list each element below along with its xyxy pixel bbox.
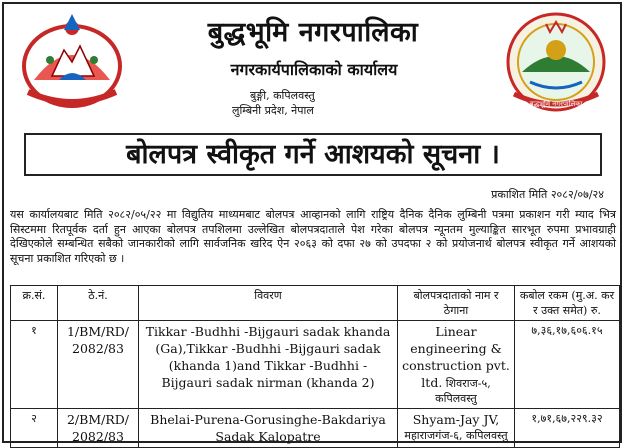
office-name: नगरकार्यपालिकाको कार्यालय <box>230 60 398 79</box>
row-bidder <box>398 321 515 409</box>
address-line-1: बुङ्गी, कपिलवस्तु <box>250 89 315 102</box>
row-bidder <box>398 409 515 448</box>
row-contract-no: 1/BM/RD/ 2082/83 <box>58 321 139 409</box>
row-description: Tikkar -Budhhi -Bijgauri sadak khanda (Ga),Tikkar -Budhhi -Bijgauri sadak (khanda 1)and Tikkar -Budhhi - Bijgauri sadak nirman (khanda 2) <box>139 321 398 409</box>
header-bidder: बोलपत्रदाताको नाम र ठेगाना <box>398 286 515 321</box>
notice-title: बोलपत्र स्वीकृत गर्ने आशयको सूचना । <box>24 133 602 176</box>
header-description: विवरण <box>139 286 398 321</box>
table-row <box>11 321 620 409</box>
bidder-name: Linear engineering & construction pvt. ltd. <box>402 324 510 390</box>
notice-body: यस कार्यालयबाट मिति २०८२/०५/२२ मा विद्युतिय माध्यमबाट बोलपत्र आव्हानको लागि राष्ट्रिय दैनिक दैनिक लुम्बिनी पत्रमा प्रकाशन गरी म्याद भित्र सिस्टममा रितपूर्वक दर्ता हुन आएका बोलपत्र तपशिलमा उल्लेखित बोलपत्रदाताले पेश गरेका बोलपत्र न्यूनतम मुल्याङ्कित सारभूत रुपमा प्रभावग्राही देखिएकोले सम्बन्धित सबैको जानकारीको लागि सार्वजनिक खरिद ऐन २०६३ को दफा २७ को उपदफा २ को प्रयोजनार्थ बोलपत्र स्वीकृत गर्ने आशयको सूचना प्रकाशित गरिएको छ । <box>10 208 616 265</box>
bidder-address: महाराजगंज-६, कपिलवस्तु <box>404 429 508 442</box>
header-contract-no: ठे.नं. <box>58 286 139 321</box>
bidder-name: Shyam-Jay JV, <box>412 412 500 427</box>
table-header-row <box>11 286 620 321</box>
table-row <box>11 409 620 448</box>
row-contract-no: 2/BM/RD/ 2082/83 <box>58 409 139 448</box>
row-serial: २ <box>11 409 58 448</box>
bid-table <box>10 285 620 448</box>
header-amount: कबोल रकम (मु.अ. कर र उक्त समेत) रु. <box>515 286 620 321</box>
bidder-address: शिवराज-५, कपिलवस्तु <box>435 377 491 405</box>
row-amount: १,७१,६७,२२९.३२ <box>515 409 620 448</box>
address-line-2: लुम्बिनी प्रदेश, नेपाल <box>232 104 314 117</box>
row-amount: ७,३६,१७,६०६.१५ <box>515 321 620 409</box>
nepal-emblem-logo <box>14 10 130 114</box>
published-date: प्रकाशित मिति २०८२/०७/२४ <box>491 188 604 201</box>
municipality-name: बुद्धभूमि नगरपालिका <box>207 17 419 48</box>
municipality-seal-logo <box>500 10 612 114</box>
header-serial: क्र.सं. <box>11 286 58 321</box>
row-description: Bhelai-Purena-Gorusinghe-Bakdariya Sadak Kalopatre <box>139 409 398 448</box>
seal-caption: बुद्धभूमि नगरपालिका <box>529 100 583 108</box>
row-serial: १ <box>11 321 58 409</box>
